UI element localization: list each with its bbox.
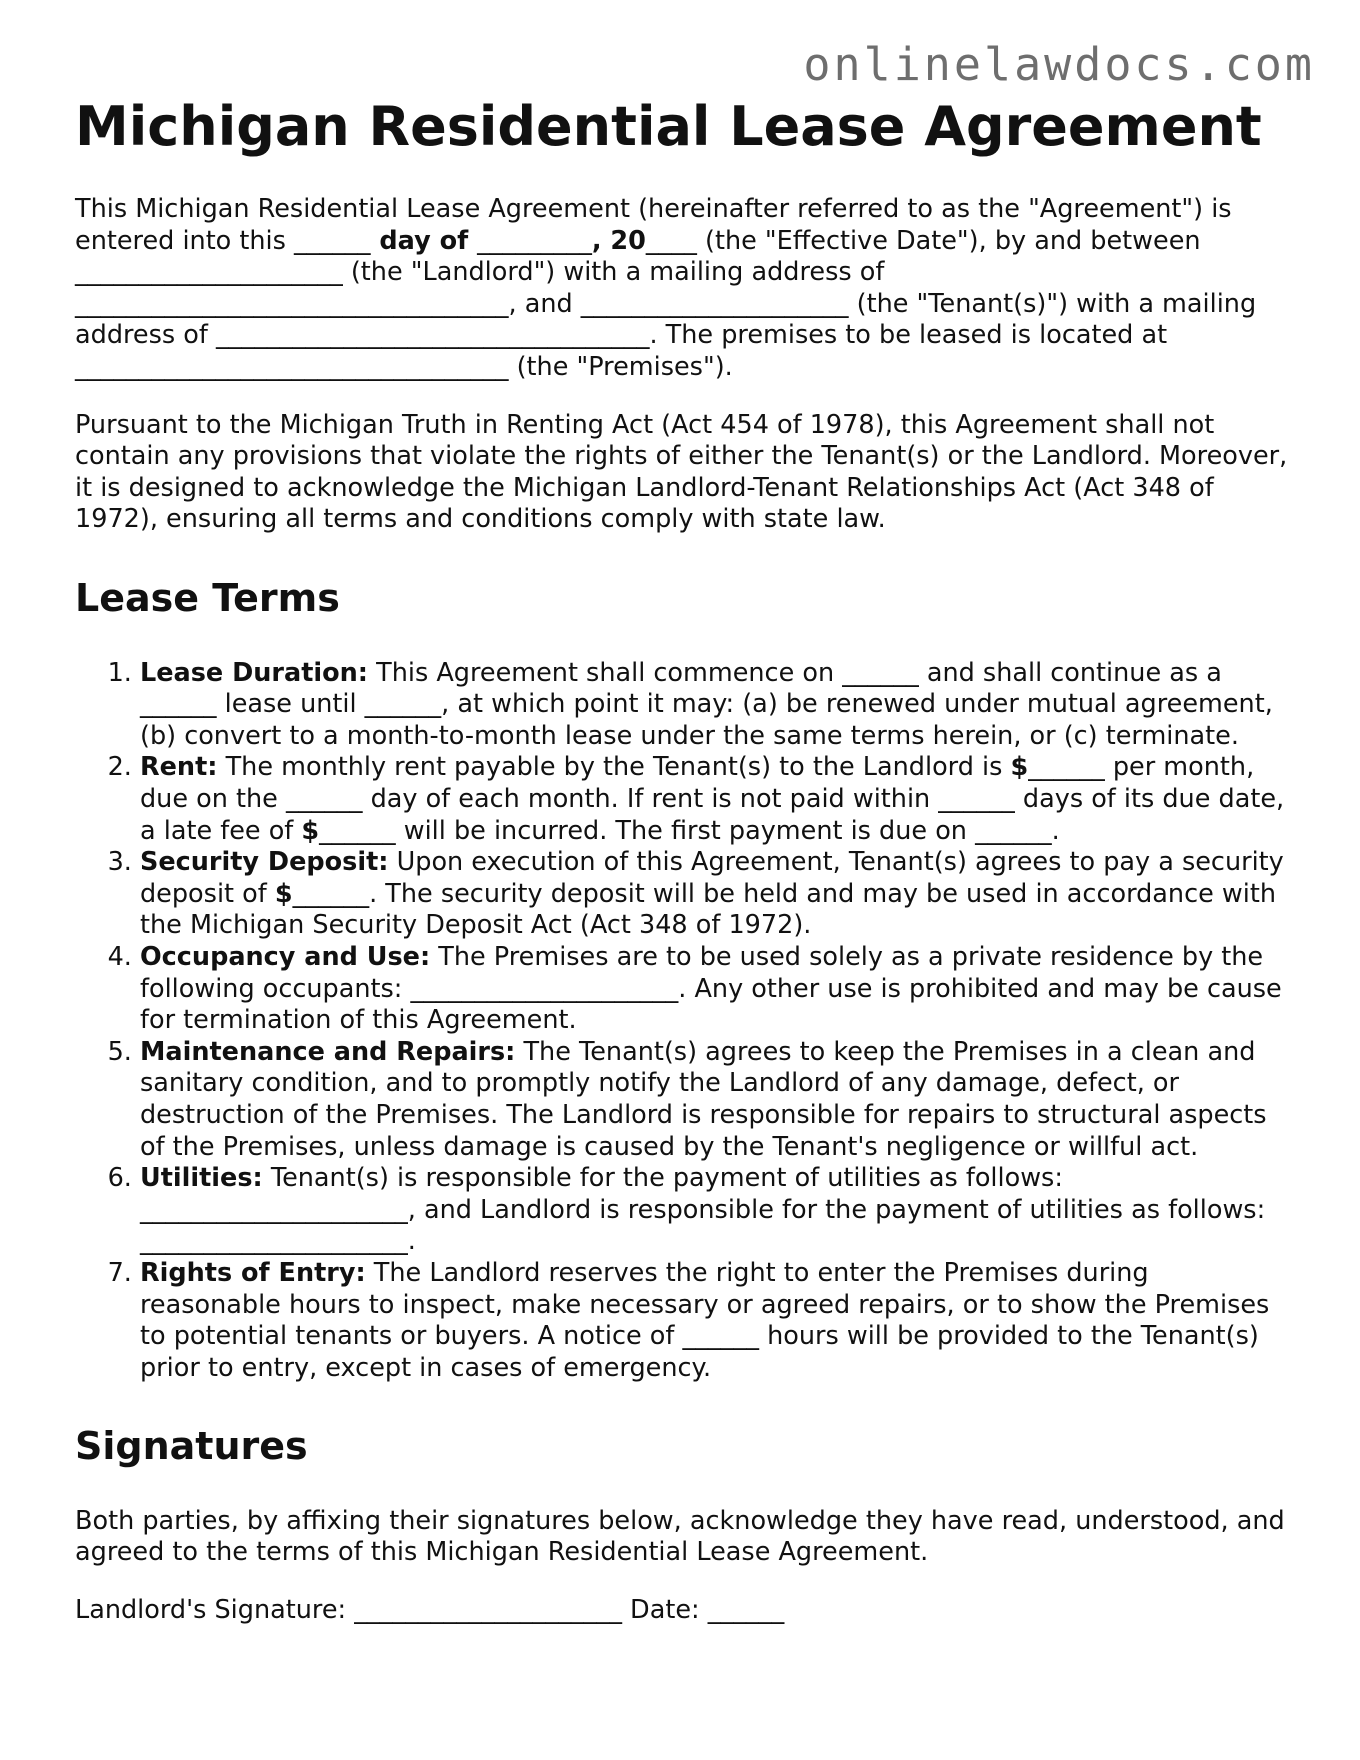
dollar-sign: $ xyxy=(301,815,320,846)
term-utilities xyxy=(140,1163,1290,1258)
term-security-deposit xyxy=(140,847,1290,942)
term-maintenance xyxy=(140,1037,1290,1163)
term-label: Lease Duration: xyxy=(140,657,369,688)
term-text: The Premises are to be used solely as a private residence by the following occupants: _____________________. Any other use is prohibited and may be cause for termination of this Agreement. xyxy=(140,941,1282,1036)
term-label: Occupancy and Use: xyxy=(140,941,431,972)
term-rent xyxy=(140,752,1290,847)
intro-blank-month: _________ xyxy=(477,225,592,256)
term-text: The monthly rent payable by the Tenant(s) to the Landlord is xyxy=(217,752,1011,783)
intro-bold-year: , 20 xyxy=(591,225,646,256)
term-label: Rights of Entry: xyxy=(140,1257,366,1288)
document-title: Michigan Residential Lease Agreement xyxy=(75,95,1262,158)
term-label: Maintenance and Repairs: xyxy=(140,1036,516,1067)
dollar-sign: $ xyxy=(1010,752,1029,783)
term-text: This Agreement shall commence on ______ and shall continue as a ______ lease until ______, at which point it may: (a) be renewed under mutual agreement, (b) convert to a month-to-month lease under the same terms herein, or (c) terminate. xyxy=(140,657,1273,751)
term-label: Rent: xyxy=(140,752,218,783)
term-text: ______. The security deposit will be held and may be used in accordance with the Michigan Security Deposit Act (Act 348 of 1972). xyxy=(140,878,1276,941)
document-page xyxy=(75,96,1290,1627)
intro-text-1: This Michigan Residential Lease Agreement (hereinafter referred to as the "Agreement") is entered into this ______ xyxy=(75,194,1232,256)
term-text: Upon execution of this Agreement, Tenant(s) agrees to pay a security deposit of xyxy=(140,847,1284,909)
lease-terms-heading: Lease Terms xyxy=(75,576,340,621)
term-lease-duration xyxy=(140,658,1290,753)
term-text: ______ will be incurred. The first payment is due on ______. xyxy=(319,815,1060,846)
lease-terms-list xyxy=(75,658,1290,1385)
dollar-sign: $ xyxy=(274,878,293,909)
term-label: Utilities: xyxy=(140,1163,263,1194)
term-occupancy xyxy=(140,942,1290,1037)
act-paragraph: Pursuant to the Michigan Truth in Renting Act (Act 454 of 1978), this Agreement shall not contain any provisions that violate the rights of either the Tenant(s) or the Landlord. Moreover, it is designed to acknowledge the Michigan Landlord-Tenant Relationships Act (Act 348 of 1972), ensuring all terms and conditions comply with state law. xyxy=(75,409,1288,535)
landlord-signature-line: Landlord's Signature: _____________________ Date: ______ xyxy=(75,1595,785,1626)
signatures-heading: Signatures xyxy=(75,1424,308,1469)
term-text: The Landlord reserves the right to enter the Premises during reasonable hours to inspect, make necessary or agreed repairs, or to show the Premises to potential tenants or buyers. A notice of ______ hours will be provided to the Tenant(s) prior to entry, except in cases of emergency. xyxy=(140,1257,1270,1383)
acknowledgement-paragraph: Both parties, by affixing their signatures below, acknowledge they have read, understood, and agreed to the terms of this Michigan Residential Lease Agreement. xyxy=(75,1505,1285,1568)
term-rights-of-entry xyxy=(140,1258,1290,1384)
intro-text-2: ____ (the "Effective Date"), by and between _____________________ (the "Landlord") with a mailing address of __________________________________, and _____________________ (the "Tenant(s)") with a mailing address of __________________________________. The premises to be leased is located at __________________________________ (the "Premises"). xyxy=(75,225,1257,383)
intro-bold-day-of: day of xyxy=(370,225,478,256)
term-label: Security Deposit: xyxy=(140,847,389,878)
term-text: The Tenant(s) agrees to keep the Premises in a clean and sanitary condition, and to promptly notify the Landlord of any damage, defect, or destruction of the Premises. The Landlord is responsible for repairs to structural aspects of the Premises, unless damage is caused by the Tenant's negligence or willful act. xyxy=(140,1036,1267,1162)
term-text: ______ per month, due on the ______ day of each month. If rent is not paid within ______ days of its due date, a late fee of xyxy=(140,752,1285,846)
term-text: Tenant(s) is responsible for the payment of utilities as follows: _____________________, and Landlord is responsible for the payment of utilities as follows: _____________________. xyxy=(140,1163,1266,1257)
site-watermark: onlinelawdocs.com xyxy=(803,38,1315,91)
intro-paragraph xyxy=(75,194,1290,384)
